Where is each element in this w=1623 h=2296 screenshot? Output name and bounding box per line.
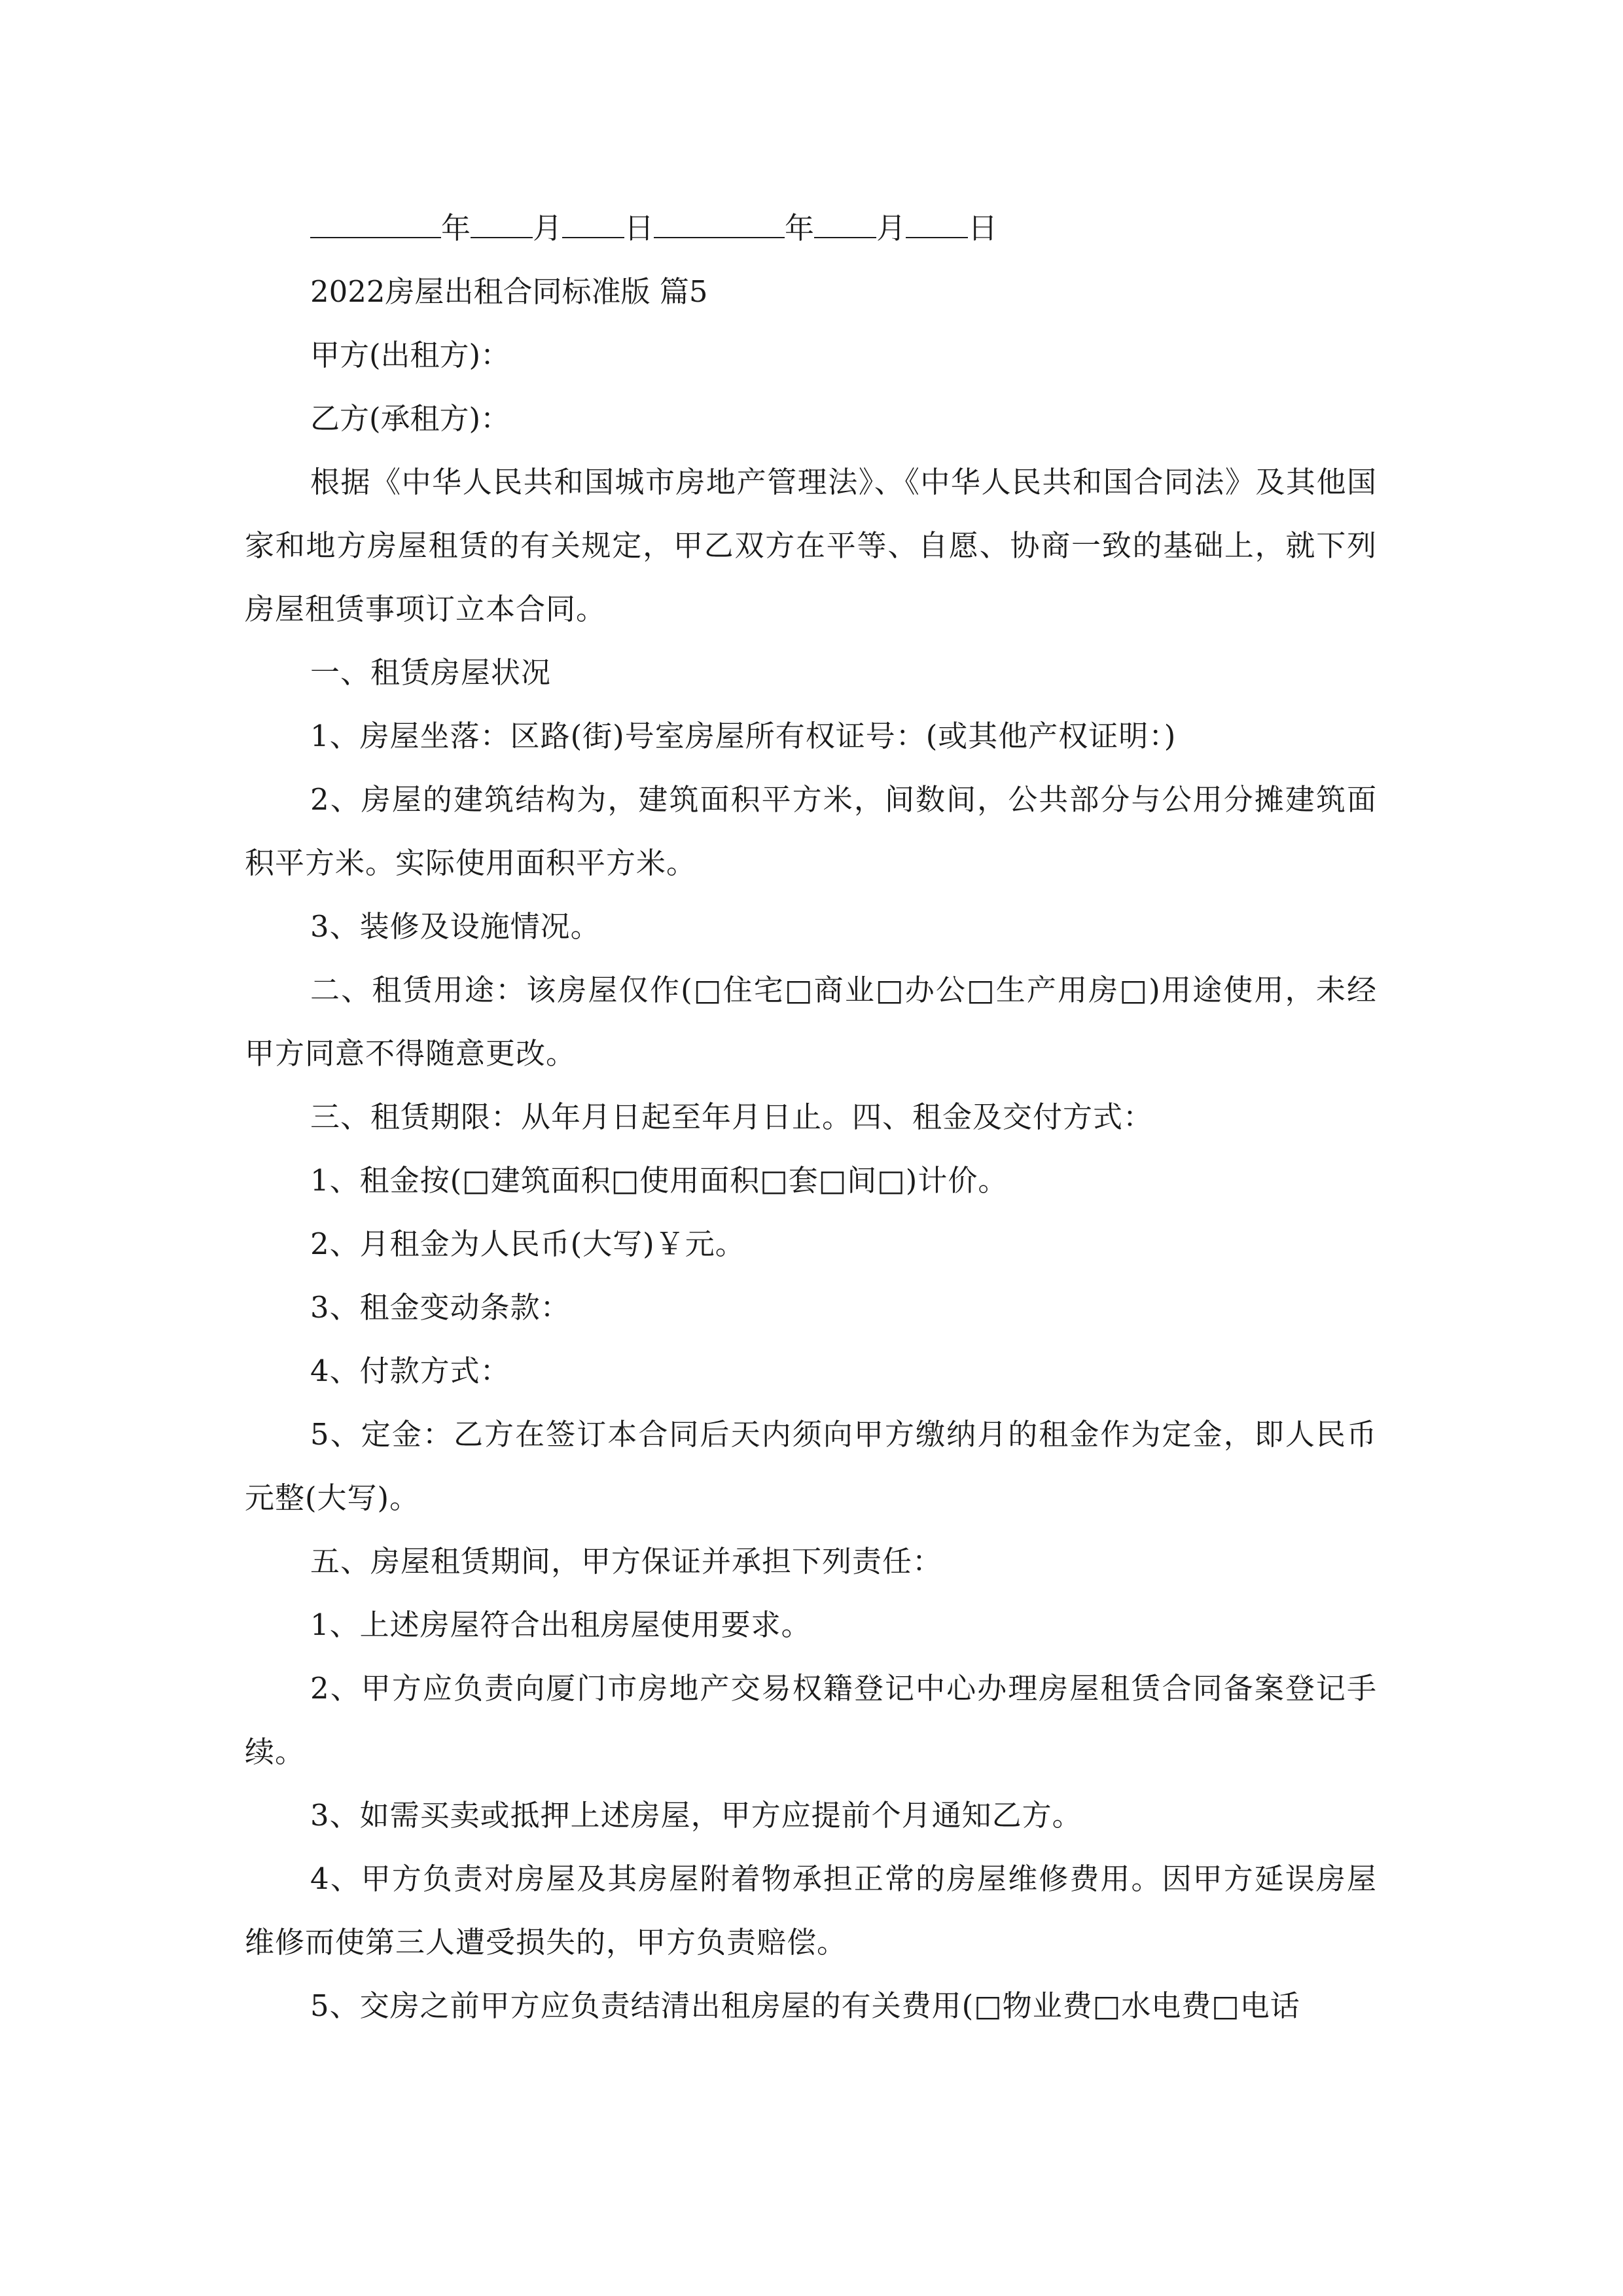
section-3-paragraph: 三、租赁期限：从年月日起至年月日止。四、租金及交付方式： bbox=[310, 1100, 1154, 1134]
section-5-item-3: 3、如需买卖或抵押上述房屋，甲方应提前个月通知乙方。 bbox=[310, 1798, 1082, 1833]
party-a-label: 甲方(出租方)： bbox=[310, 338, 510, 372]
section-5-heading: 五、房屋租赁期间，甲方保证并承担下列责任： bbox=[310, 1544, 943, 1579]
day-blank-2 bbox=[906, 211, 968, 238]
section-5-item-1: 1、上述房屋符合出租房屋使用要求。 bbox=[310, 1607, 812, 1642]
section-4-item-5: 5、定金：乙方在签订本合同后天内须向甲方缴纳月的租金作为定金，即人民币元整(大写)。 bbox=[245, 1417, 1377, 1515]
party-b-label: 乙方(承租方)： bbox=[310, 401, 510, 436]
month-blank-2 bbox=[814, 211, 876, 238]
section-4-item-2: 2、月租金为人民币(大写)￥元。 bbox=[310, 1227, 745, 1261]
section-2-paragraph: 二、租赁用途：该房屋仅作(□住宅□商业□办公□生产用房□)用途使用，未经甲方同意不得随意更改。 bbox=[245, 973, 1377, 1071]
day-label-1: 日 bbox=[624, 211, 654, 245]
preamble-paragraph: 根据《中华人民共和国城市房地产管理法》、《中华人民共和国合同法》及其他国家和地方房屋租赁的有关规定，甲乙双方在平等、自愿、协商一致的基础上，就下列房屋租赁事项订立本合同。 bbox=[245, 465, 1377, 626]
section-4-item-4: 4、付款方式： bbox=[310, 1354, 510, 1388]
month-label-2: 月 bbox=[876, 211, 906, 245]
section-1-heading: 一、租赁房屋状况 bbox=[310, 655, 552, 690]
signature-date-line bbox=[245, 196, 1377, 260]
section-1-item-3: 3、装修及设施情况。 bbox=[310, 909, 601, 944]
document-title: 2022房屋出租合同标准版 篇5 bbox=[310, 274, 708, 309]
section-1-item-2: 2、房屋的建筑结构为，建筑面积平方米，间数间，公共部分与公用分摊建筑面积平方米。实际使用面积平方米。 bbox=[245, 782, 1377, 880]
section-4-item-1: 1、租金按(□建筑面积□使用面积□套□间□)计价。 bbox=[310, 1163, 1008, 1198]
month-label-1: 月 bbox=[533, 211, 563, 245]
section-4-item-3: 3、租金变动条款： bbox=[310, 1290, 571, 1325]
day-blank-1 bbox=[562, 211, 624, 238]
document-body bbox=[245, 196, 1377, 2037]
year-label-1: 年 bbox=[441, 211, 471, 245]
month-blank-1 bbox=[471, 211, 533, 238]
section-5-item-2: 2、甲方应负责向厦门市房地产交易权籍登记中心办理房屋租赁合同备案登记手续。 bbox=[245, 1671, 1377, 1769]
section-5-item-5: 5、交房之前甲方应负责结清出租房屋的有关费用(□物业费□水电费□电话 bbox=[310, 1988, 1300, 2023]
year-blank-2 bbox=[654, 211, 785, 238]
year-label-2: 年 bbox=[785, 211, 815, 245]
year-blank-1 bbox=[310, 211, 441, 238]
section-5-item-4: 4、甲方负责对房屋及其房屋附着物承担正常的房屋维修费用。因甲方延误房屋维修而使第三人遭受损失的，甲方负责赔偿。 bbox=[245, 1861, 1377, 1960]
day-label-2: 日 bbox=[968, 211, 998, 245]
section-1-item-1: 1、房屋坐落：区路(街)号室房屋所有权证号：(或其他产权证明：) bbox=[310, 719, 1177, 753]
